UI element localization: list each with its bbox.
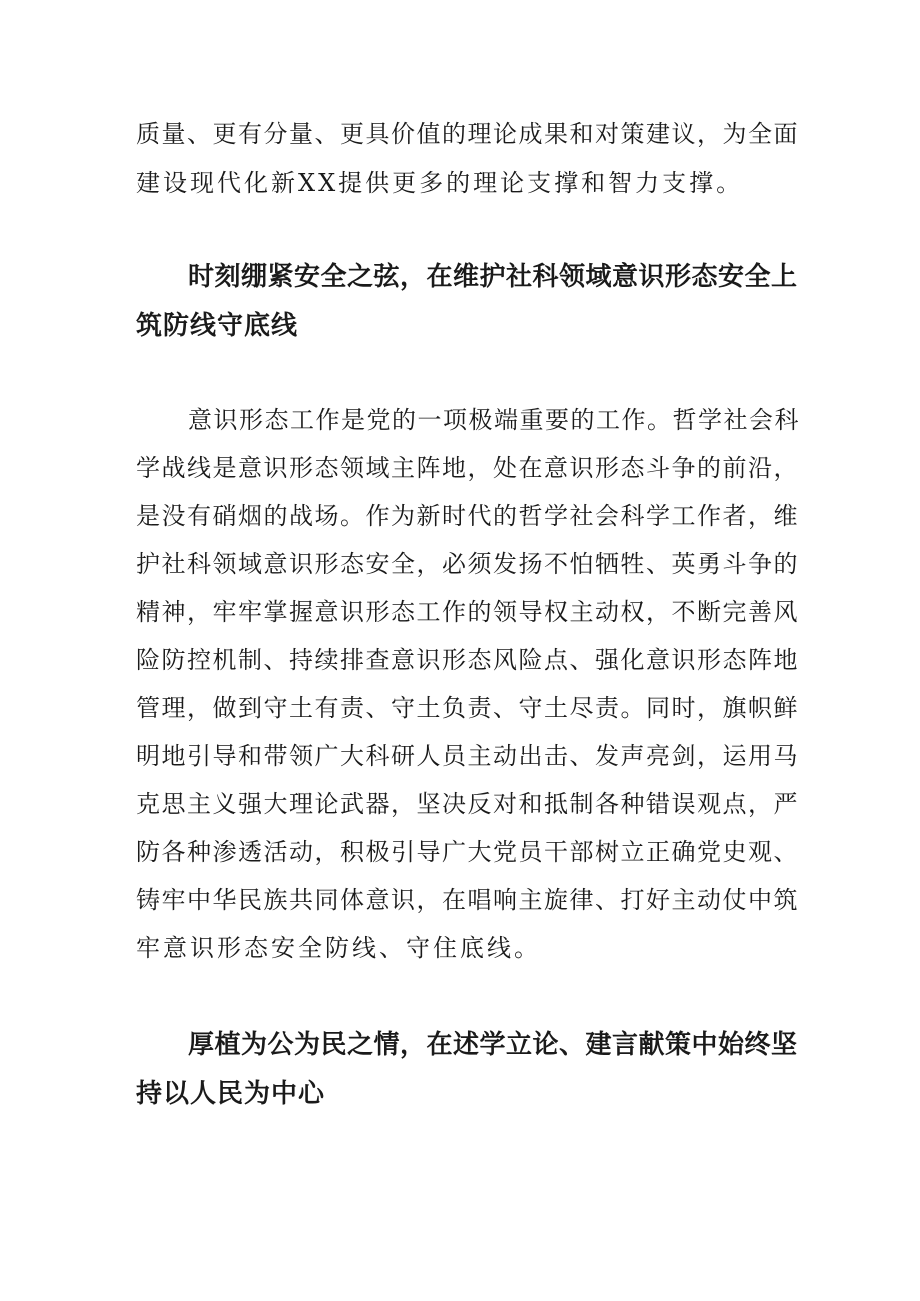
paragraph-line: 意识形态工作是党的一项极端重要的工作。哲学社会科 [188, 406, 800, 434]
section-heading: 厚植为公为民之情，在述学立论、建言献策中始终坚 [188, 1030, 798, 1060]
paragraph-line: 是没有硝烟的战场。作为新时代的哲学社会科学工作者，维 [136, 502, 799, 530]
paragraph-line: 质量、更有分量、更具价值的理论成果和对策建议，为全面 [136, 120, 799, 148]
paragraph-line: 铸牢中华民族共同体意识，在唱响主旋律、打好主动仗中筑 [136, 886, 799, 914]
paragraph-line: 防各种渗透活动，积极引导广大党员干部树立正确党史观、 [136, 838, 799, 866]
paragraph-line: 克思主义强大理论武器，坚决反对和抵制各种错误观点，严 [136, 790, 799, 818]
paragraph-line: 建设现代化新XX提供更多的理论支撑和智力支撑。 [136, 169, 744, 197]
section-heading: 筑防线守底线 [136, 311, 299, 341]
section-heading: 时刻绷紧安全之弦，在维护社科领域意识形态安全上 [188, 262, 798, 292]
paragraph-line: 护社科领域意识形态安全，必须发扬不怕牺牲、英勇斗争的 [136, 550, 799, 578]
paragraph-line: 学战线是意识形态领域主阵地，处在意识形态斗争的前沿， [136, 454, 799, 482]
section-heading: 持以人民为中心 [136, 1079, 326, 1109]
paragraph-line: 牢意识形态安全防线、守住底线。 [136, 934, 541, 962]
paragraph-line: 明地引导和带领广大科研人员主动出击、发声亮剑，运用马 [136, 742, 799, 770]
paragraph-line: 精神，牢牢掌握意识形态工作的领导权主动权，不断完善风 [136, 598, 799, 626]
paragraph-line: 险防控机制、持续排查意识形态风险点、强化意识形态阵地 [136, 646, 799, 674]
paragraph-line: 管理，做到守土有责、守土负责、守土尽责。同时，旗帜鲜 [136, 694, 799, 722]
